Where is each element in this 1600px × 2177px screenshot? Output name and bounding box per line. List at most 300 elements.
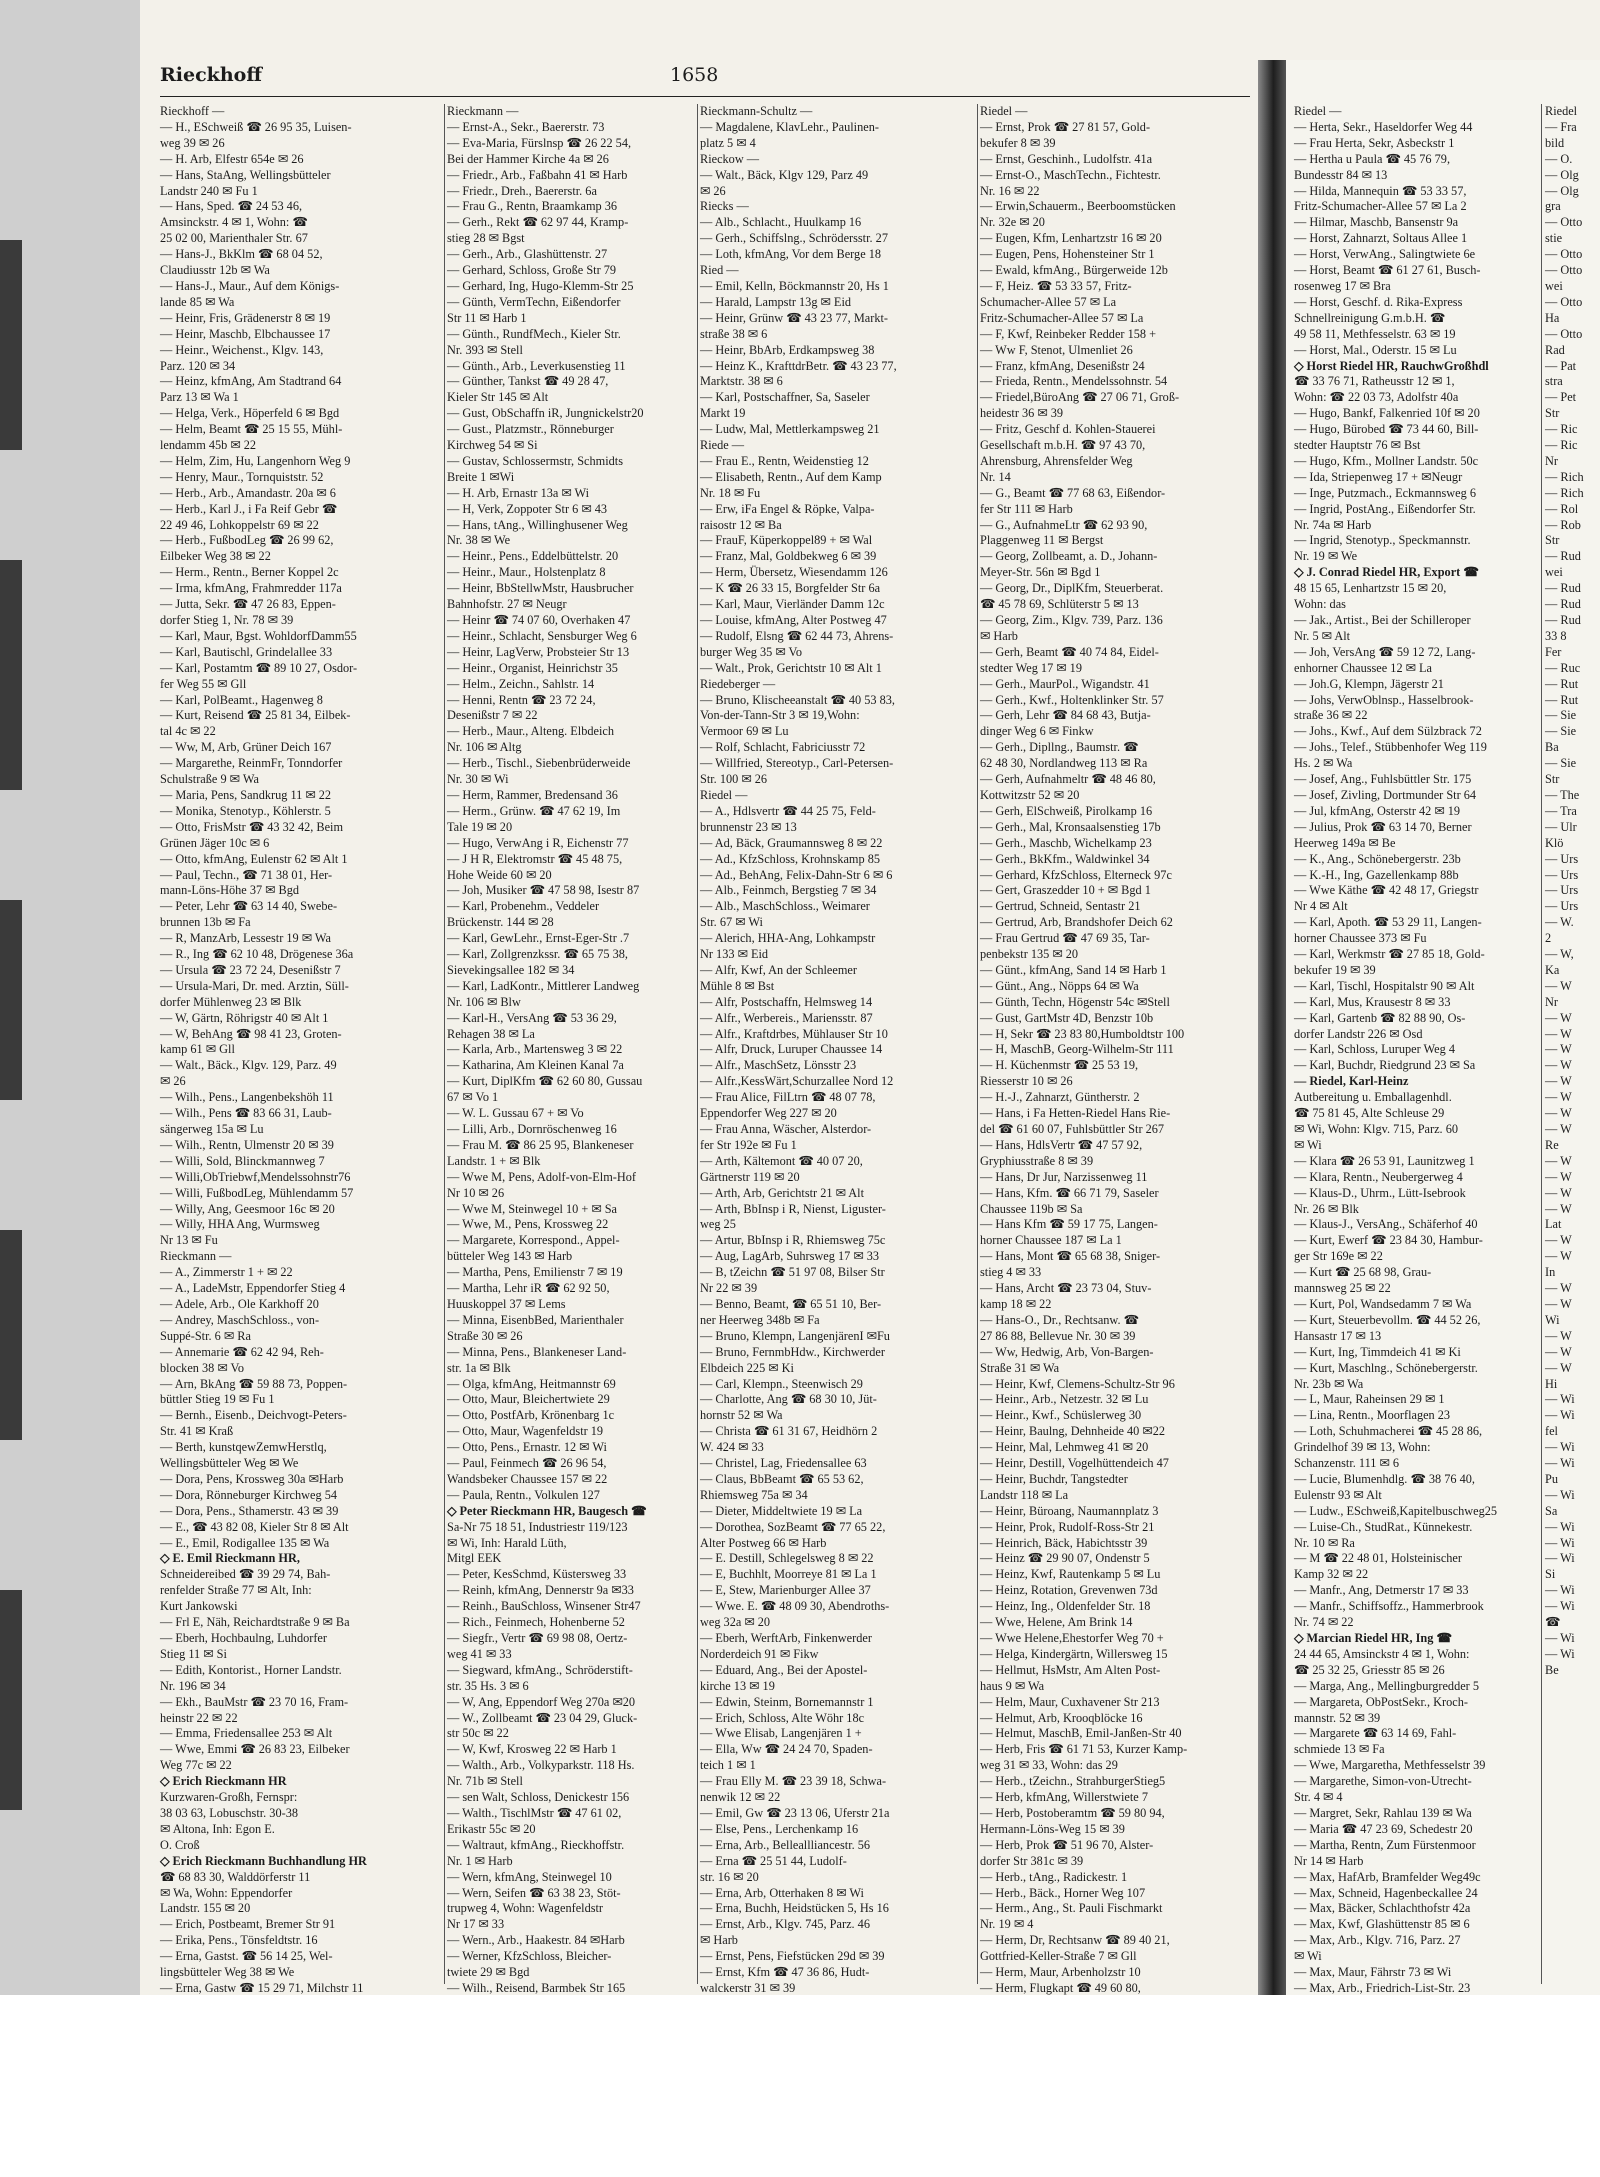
directory-entry-line: Riedel — bbox=[1294, 104, 1342, 118]
directory-entry-line: — Karl, Gartenb ☎ 82 88 90, Os- bbox=[1294, 1010, 1466, 1025]
directory-entry-line: Nr. 106 ✉ Blw bbox=[447, 994, 521, 1009]
directory-entry-line: Si bbox=[1545, 1567, 1556, 1582]
directory-entry-line: — Horst, Zahnarzt, Soltaus Allee 1 bbox=[1294, 231, 1468, 246]
directory-entry-line: — Herm, Übersetz, Wiesendamm 126 bbox=[700, 565, 888, 580]
directory-entry-line: — Wern, Seifen ☎ 63 38 23, Stöt- bbox=[447, 1885, 621, 1900]
directory-entry-line: dorfer Str 381c ✉ 39 bbox=[980, 1853, 1084, 1868]
directory-entry-line: ✉ Harb bbox=[980, 628, 1018, 643]
directory-entry-line: Re bbox=[1545, 1137, 1559, 1152]
directory-entry-line: — Heinrich, Bäck, Habichtsstr 39 bbox=[980, 1535, 1148, 1550]
directory-entry-line: — Karl, Probenehm., Veddeler bbox=[447, 899, 600, 914]
directory-entry-line: — Paul, Feinmech ☎ 26 96 54, bbox=[447, 1456, 607, 1471]
directory-entry-line: — Ww, Hedwig, Arb, Von-Bargen- bbox=[980, 1344, 1154, 1359]
directory-entry-line: — Erna, Arb, Otterhaken 8 ✉ Wi bbox=[700, 1885, 864, 1900]
directory-entry-line: — Loth, kfmAng, Vor dem Berge 18 bbox=[700, 247, 882, 262]
directory-entry-line: stie bbox=[1545, 231, 1563, 246]
directory-entry-line: — Gerh., Rekt ☎ 62 97 44, Kramp- bbox=[447, 215, 629, 230]
directory-entry-line: — Lilli, Arb., Dornröschenweg 16 bbox=[447, 1122, 617, 1136]
directory-entry-line: Rieckmann-Schultz — bbox=[700, 104, 813, 118]
directory-entry-line: — Wwe, Emmi ☎ 26 83 23, Eilbeker bbox=[160, 1742, 350, 1757]
directory-entry-line: — Hans, tAng., Willinghusener Weg bbox=[447, 517, 628, 532]
directory-entry-line: Bei der Hammer Kirche 4a ✉ 26 bbox=[447, 151, 609, 166]
directory-entry-line: — Peter, Lehr ☎ 63 14 40, Swebe- bbox=[160, 899, 338, 914]
directory-entry-line: ◇ J. Conrad Riedel HR, Export ☎ bbox=[1294, 565, 1479, 580]
directory-entry-line: Hs. 2 ✉ Wa bbox=[1294, 756, 1353, 771]
directory-entry-line: — Margret, Sekr, Rahlau 139 ✉ Wa bbox=[1294, 1805, 1472, 1820]
directory-entry-line: — W, Gärtn, Röhrigstr 40 ✉ Alt 1 bbox=[160, 1010, 329, 1025]
directory-entry-line: — Maria, Pens, Sandkrug 11 ✉ 22 bbox=[160, 787, 332, 802]
directory-entry-line: — W bbox=[1545, 1042, 1572, 1057]
directory-entry-line: — Rol bbox=[1545, 501, 1579, 516]
directory-entry-line: — Heinr, Fris, Grädenerstr 8 ✉ 19 bbox=[160, 310, 331, 325]
directory-entry-line: — Erna, Arb., Belleallliancestr. 56 bbox=[700, 1837, 871, 1852]
directory-entry-line: 22 49 46, Lohkoppelstr 69 ✉ 22 bbox=[160, 517, 319, 532]
directory-entry-line: — E, Buchhlt, Moorreye 81 ✉ La 1 bbox=[700, 1567, 877, 1582]
directory-entry-line: — W bbox=[1545, 1296, 1572, 1311]
directory-entry-line: — Ewald, kfmAng., Bürgerweide 12b bbox=[980, 263, 1168, 278]
directory-entry-line: — W, Ang, Eppendorf Weg 270a ✉20 bbox=[447, 1694, 636, 1709]
directory-entry-line: Parz. 120 ✉ 34 bbox=[160, 358, 236, 373]
directory-entry-line: Nr. 38 ✉ We bbox=[447, 533, 511, 548]
directory-entry-line: — Ric bbox=[1545, 422, 1578, 437]
directory-entry-line: 48 15 65, Lenhartzstr 15 ✉ 20, bbox=[1294, 581, 1447, 596]
directory-entry-line: — Helga, Kindergärtn, Willersweg 15 bbox=[980, 1646, 1168, 1661]
directory-entry-line: kamp 18 ✉ 22 bbox=[980, 1296, 1052, 1311]
directory-entry-line: — Ad, Bäck, Graumannsweg 8 ✉ 22 bbox=[700, 835, 883, 850]
directory-entry-line: Schnellreinigung G.m.b.H. ☎ bbox=[1294, 310, 1446, 325]
directory-entry-line: — Wwe M, Steinwegel 10 + ✉ Sa bbox=[447, 1201, 618, 1216]
directory-entry-line: — Margarethe, Simon-von-Utrecht- bbox=[1294, 1774, 1472, 1789]
directory-entry-line: — Ingrid, PostAng., Eißendorfer Str. bbox=[1294, 501, 1476, 516]
directory-entry-line: — Hugo, Bürobed ☎ 73 44 60, Bill- bbox=[1294, 422, 1479, 437]
directory-entry-line: — Irma, kfmAng, Frahmredder 117a bbox=[160, 581, 342, 596]
directory-entry-line: Str. 67 ✉ Wi bbox=[700, 915, 763, 930]
column-divider bbox=[444, 104, 445, 1984]
directory-entry-line: — W bbox=[1545, 1360, 1572, 1375]
directory-entry-line: — Frau Gertrud ☎ 47 69 35, Tar- bbox=[980, 931, 1150, 946]
directory-entry-line: — Ursula ☎ 23 72 24, Desenißstr 7 bbox=[160, 962, 341, 977]
directory-entry-line: raisostr 12 ✉ Ba bbox=[700, 517, 782, 532]
directory-entry-line: wei bbox=[1545, 565, 1563, 580]
directory-entry-line: — Margarete ☎ 63 14 69, Fahl- bbox=[1294, 1726, 1457, 1741]
directory-entry-line: — Hans, Dr Jur, Narzissenweg 11 bbox=[980, 1169, 1148, 1184]
directory-entry-line: ✉ Wi, Inh: Harald Lüth, bbox=[447, 1535, 567, 1550]
directory-entry-line: Wellingsbütteler Weg ✉ We bbox=[160, 1456, 299, 1471]
directory-entry-line: — Wwe Helene,Ehestorfer Weg 70 + bbox=[980, 1631, 1164, 1645]
directory-entry-line: Rieckmann — bbox=[447, 104, 519, 118]
directory-entry-line: — Herb, Fris ☎ 61 71 53, Kurzer Kamp- bbox=[980, 1742, 1188, 1757]
directory-entry-line: — Willfried, Stereotyp., Carl-Petersen- bbox=[700, 756, 894, 771]
directory-entry-line: Str bbox=[1545, 533, 1560, 548]
directory-entry-line: — Manfr., Schiffsoffz., Hammerbrook bbox=[1294, 1599, 1484, 1614]
directory-entry-line: — Ingrid, Stenotyp., Speckmannstr. bbox=[1294, 533, 1471, 548]
directory-entry-line: Elbdeich 225 ✉ Ki bbox=[700, 1360, 794, 1375]
directory-entry-line: — Hertha u Paula ☎ 45 76 79, bbox=[1294, 151, 1451, 166]
directory-entry-line: — Ww, M, Arb, Grüner Deich 167 bbox=[160, 740, 332, 755]
directory-entry-line: — Heinz K., KrafttdrBetr. ☎ 43 23 77, bbox=[700, 358, 897, 373]
directory-entry-line: — Alb., MaschSchloss., Weimarer bbox=[700, 899, 870, 914]
directory-entry-line: — Bruno, Klempn, LangenjärenI ✉Fu bbox=[700, 1328, 890, 1343]
directory-entry-line: — sen Walt, Schloss, Denickestr 156 bbox=[447, 1790, 630, 1805]
directory-entry-line: — Herm., Grünw. ☎ 47 62 19, Im bbox=[447, 803, 621, 818]
directory-entry-line: Tale 19 ✉ 20 bbox=[447, 819, 513, 834]
directory-entry-line: — Gustav, Schlossermstr, Schmidts bbox=[447, 453, 623, 468]
directory-entry-line: ☎ 75 81 45, Alte Schleuse 29 bbox=[1294, 1106, 1445, 1121]
directory-entry-line: Nr bbox=[1545, 994, 1558, 1009]
directory-entry-line: Hohe Weide 60 ✉ 20 bbox=[447, 867, 552, 882]
directory-entry-line: — Henry, Maur., Tornquiststr. 52 bbox=[160, 469, 324, 484]
directory-entry-line: brunnenstr 23 ✉ 13 bbox=[700, 819, 797, 834]
directory-entry-line: — Edwin, Steinm, Bornemannstr 1 bbox=[700, 1694, 874, 1709]
directory-entry-line: ◇ Horst Riedel HR, RauchwGroßhdl bbox=[1294, 358, 1489, 373]
directory-entry-line: — Karl-H., VersAng ☎ 53 36 29, bbox=[447, 1010, 617, 1025]
directory-entry-line: — Herta, Sekr., Haseldorfer Weg 44 bbox=[1294, 119, 1473, 134]
directory-entry-line: — Gerh., MaurPol., Wigandstr. 41 bbox=[980, 676, 1150, 691]
directory-entry-line: — Heinr, Maschb, Elbchaussee 17 bbox=[160, 326, 331, 341]
directory-entry-line: — Walt., Prok, Gerichtstr 10 ✉ Alt 1 bbox=[700, 660, 882, 675]
directory-entry-line: — Johs., Telef., Stübbenhofer Weg 119 bbox=[1294, 740, 1487, 755]
directory-entry-line: Alter Postweg 66 ✉ Harb bbox=[700, 1535, 827, 1550]
directory-entry-line: — Gertrud, Schneid, Sentastr 21 bbox=[980, 899, 1141, 914]
directory-entry-line: weg 31 ✉ 33, Wohn: das 29 bbox=[980, 1758, 1118, 1773]
directory-entry-line: tal 4c ✉ 22 bbox=[160, 724, 216, 739]
directory-entry-line: — Marga, Ang., Mellingburgredder 5 bbox=[1294, 1678, 1479, 1693]
directory-entry-line: — Rob bbox=[1545, 517, 1581, 532]
directory-entry-line: — Emil, Kelln, Böckmannstr 20, Hs 1 bbox=[700, 278, 889, 293]
directory-entry-line: — Willy, Ang, Geesmoor 16c ✉ 20 bbox=[160, 1201, 335, 1216]
directory-entry-line: — Else, Pens., Lerchenkamp 16 bbox=[700, 1821, 859, 1836]
directory-entry-line: Wi bbox=[1545, 1312, 1560, 1327]
directory-entry-line: — Werner, KfzSchloss, Bleicher- bbox=[447, 1949, 612, 1964]
directory-entry-line: — W bbox=[1545, 1026, 1572, 1041]
directory-entry-line: — Heinr., Organist, Heinrichstr 35 bbox=[447, 660, 618, 675]
directory-entry-line: — W bbox=[1545, 1249, 1572, 1264]
directory-entry-line: Nr. 74 ✉ 22 bbox=[1294, 1615, 1354, 1630]
directory-entry-line: — W bbox=[1545, 1106, 1572, 1121]
directory-entry-line: rosenweg 17 ✉ Bra bbox=[1294, 278, 1391, 293]
directory-entry-line: — Wwe, Helene, Am Brink 14 bbox=[980, 1615, 1133, 1630]
directory-entry-line: — E., ☎ 43 82 08, Kieler Str 8 ✉ Alt bbox=[160, 1519, 349, 1534]
directory-entry-line: — Herm, Rammer, Bredensand 36 bbox=[447, 787, 618, 802]
directory-entry-line: — Herm, Flugkapt ☎ 49 60 80, bbox=[980, 1980, 1141, 1995]
directory-entry-line: — Heinr, Destill, Vogelhüttendeich 47 bbox=[980, 1456, 1169, 1471]
directory-entry-line: — W bbox=[1545, 1281, 1572, 1296]
directory-entry-line: Landstr 118 ✉ La bbox=[980, 1487, 1069, 1502]
directory-entry-line: — Hellmut, HsMstr, Am Alten Post- bbox=[980, 1662, 1161, 1677]
directory-entry-line: — Walth., Arb., Volkyparkstr. 118 Hs. bbox=[447, 1758, 635, 1773]
directory-entry-line: — Eugen, Kfm, Lenhartzstr 16 ✉ 20 bbox=[980, 231, 1162, 246]
directory-entry-line: Grindelhof 39 ✉ 13, Wohn: bbox=[1294, 1440, 1431, 1455]
directory-entry-line: weg 32a ✉ 20 bbox=[700, 1615, 771, 1630]
directory-entry-line: — Heinz, Kwf, Rautenkamp 5 ✉ Lu bbox=[980, 1567, 1161, 1582]
directory-entry-line: — Karl, Bautischl, Grindelallee 33 bbox=[160, 644, 333, 659]
directory-entry-line: Str. 4 ✉ 4 bbox=[1294, 1790, 1343, 1805]
directory-entry-line: weg 39 ✉ 26 bbox=[160, 135, 225, 150]
directory-entry-line: — Friedr., Arb., Faßbahn 41 ✉ Harb bbox=[447, 167, 628, 182]
directory-entry-line: Eppendorfer Weg 227 ✉ 20 bbox=[700, 1106, 837, 1121]
directory-entry-line: — Herb., Arb., Amandastr. 20a ✉ 6 bbox=[160, 485, 336, 500]
directory-entry-line: — Klaus-D., Uhrm., Lütt-Isebrook bbox=[1294, 1185, 1466, 1200]
directory-entry-line: — Helm, Maur, Cuxhavener Str 213 bbox=[980, 1694, 1160, 1709]
directory-entry-line: — K., Ang., Schönebergerstr. 23b bbox=[1294, 851, 1461, 866]
directory-column-4 bbox=[980, 104, 1248, 1995]
directory-entry-line: — Hugo, Bankf, Falkenried 10f ✉ 20 bbox=[1294, 406, 1480, 421]
directory-entry-line: — Dora, Pens., Sthamerstr. 43 ✉ 39 bbox=[160, 1503, 339, 1518]
directory-entry-line: — Otto, kfmAng, Eulenstr 62 ✉ Alt 1 bbox=[160, 851, 348, 866]
directory-entry-line: — E. Destill, Schlegelsweg 8 ✉ 22 bbox=[700, 1551, 874, 1566]
column-divider bbox=[697, 104, 698, 1984]
directory-entry-line: — Paul, Techn., ☎ 71 38 01, Her- bbox=[160, 867, 333, 882]
directory-entry-line: — Charlotte, Ang ☎ 68 30 10, Jüt- bbox=[700, 1392, 877, 1407]
directory-entry-line: — Karl, Postschaffner, Sa, Saseler bbox=[700, 390, 870, 405]
directory-column-5 bbox=[1294, 104, 1538, 1995]
directory-entry-line: Erikastr 55c ✉ 20 bbox=[447, 1821, 536, 1836]
directory-entry-line: — F, Heiz. ☎ 53 33 57, Fritz- bbox=[980, 278, 1132, 293]
directory-entry-line: — Rudolf, Elsng ☎ 62 44 73, Ahrens- bbox=[700, 628, 894, 643]
directory-entry-line: — Ursula-Mari, Dr. med. Arztin, Süll- bbox=[160, 978, 349, 993]
directory-entry-line: ✉ 26 bbox=[700, 183, 726, 198]
directory-entry-line: — Heinr, Kwf, Clemens-Schultz-Str 96 bbox=[980, 1376, 1175, 1391]
directory-entry-line: — Heinr, Grünw ☎ 43 23 77, Markt- bbox=[700, 310, 888, 325]
directory-entry-line: Rad bbox=[1545, 342, 1565, 357]
directory-entry-line: sängerweg 15a ✉ Lu bbox=[160, 1122, 264, 1136]
directory-entry-line: — Christa ☎ 61 31 67, Heidhörn 2 bbox=[700, 1424, 878, 1439]
directory-entry-line: ☎ 25 32 25, Griesstr 85 ✉ 26 bbox=[1294, 1662, 1445, 1677]
directory-entry-line: 25 02 00, Marienthaler Str. 67 bbox=[160, 231, 308, 246]
directory-entry-line: — W. L. Gussau 67 + ✉ Vo bbox=[447, 1106, 584, 1121]
directory-entry-line: Nr. 30 ✉ Wi bbox=[447, 772, 509, 787]
directory-entry-line: str. 16 ✉ 20 bbox=[700, 1869, 759, 1884]
directory-entry-line: Nr. 19 ✉ 4 bbox=[980, 1917, 1034, 1932]
directory-entry-line: — Emma, Friedensallee 253 ✉ Alt bbox=[160, 1726, 333, 1741]
directory-entry-line: Kurzwaren-Großh, Fernspr: bbox=[160, 1790, 298, 1805]
left-edge-stripe bbox=[0, 1230, 22, 1440]
directory-entry-line: — Hugo, VerwAng i R, Eichenstr 77 bbox=[447, 835, 629, 850]
directory-entry-line: — Martha, Rentn, Zum Fürstenmoor bbox=[1294, 1837, 1476, 1852]
directory-entry-line: Nr 13 ✉ Fu bbox=[160, 1233, 218, 1248]
directory-entry-line: — Aug, LagArb, Suhrsweg 17 ✉ 33 bbox=[700, 1249, 880, 1264]
directory-entry-line: — Erika, Pens., Tönsfeldtstr. 16 bbox=[160, 1933, 318, 1948]
directory-entry-line: str. 1a ✉ Blk bbox=[447, 1360, 511, 1375]
directory-entry-line: — Carl, Klempn., Steenwisch 29 bbox=[700, 1376, 863, 1391]
directory-entry-line: — Edith, Kontorist., Horner Landstr. bbox=[160, 1662, 342, 1677]
directory-entry-line: — Erwin,Schauerm., Beerboomstücken bbox=[980, 199, 1176, 214]
directory-entry-line: — Olg bbox=[1545, 183, 1579, 198]
directory-entry-line: In bbox=[1545, 1265, 1556, 1280]
directory-entry-line: — Loth, Schuhmacherei ☎ 45 28 86, bbox=[1294, 1424, 1483, 1439]
directory-entry-line: — Max, Arb., Klgv. 716, Parz. 27 bbox=[1294, 1933, 1461, 1948]
directory-entry-line: mann-Löns-Höhe 37 ✉ Bgd bbox=[160, 883, 300, 898]
directory-entry-line: — W bbox=[1545, 1169, 1572, 1184]
directory-entry-line: — W bbox=[1545, 1233, 1572, 1248]
directory-entry-line: — W bbox=[1545, 1185, 1572, 1200]
directory-entry-line: — Rich bbox=[1545, 485, 1584, 500]
directory-entry-line: — Wilh., Rentn, Ulmenstr 20 ✉ 39 bbox=[160, 1137, 334, 1152]
directory-entry-line: dorfer Stieg 1, Nr. 78 ✉ 39 bbox=[160, 613, 294, 627]
directory-entry-line: Straße 31 ✉ Wa bbox=[980, 1360, 1060, 1375]
directory-entry-line: — Günth, Techn, Högenstr 54c ✉Stell bbox=[980, 994, 1170, 1009]
directory-entry-line: — Hans, i Fa Hetten-Riedel Hans Rie- bbox=[980, 1106, 1171, 1121]
directory-entry-line: — Inge, Putzmach., Eckmannsweg 6 bbox=[1294, 485, 1477, 500]
directory-entry-line: — Heinr, Prok, Rudolf-Ross-Str 21 bbox=[980, 1519, 1155, 1534]
directory-entry-line: — H, Verk, Zoppoter Str 6 ✉ 43 bbox=[447, 501, 608, 516]
directory-entry-line: — Rolf, Schlacht, Fabriciusstr 72 bbox=[700, 740, 866, 755]
directory-entry-line: — Elisabeth, Rentn., Auf dem Kamp bbox=[700, 469, 882, 484]
directory-entry-line: horner Chaussee 373 ✉ Fu bbox=[1294, 931, 1427, 946]
directory-entry-line: stedter Hauptstr 76 ✉ Bst bbox=[1294, 438, 1421, 453]
directory-entry-line: — Christel, Lag, Friedensallee 63 bbox=[700, 1456, 867, 1471]
directory-entry-line: — M ☎ 22 48 01, Holsteinischer bbox=[1294, 1551, 1462, 1566]
directory-entry-line: Ahrensburg, Ahrensfelder Weg bbox=[980, 453, 1133, 468]
directory-entry-line: Riesserstr 10 ✉ 26 bbox=[980, 1074, 1073, 1089]
directory-entry-line: Grünen Jäger 10c ✉ 6 bbox=[160, 835, 270, 850]
directory-entry-line: — E., Emil, Rodigallee 135 ✉ Wa bbox=[160, 1535, 330, 1550]
directory-entry-line: Lat bbox=[1545, 1217, 1562, 1232]
directory-entry-line: — Frau M. ☎ 86 25 95, Blankeneser bbox=[447, 1137, 634, 1152]
directory-entry-line: — Heinz, kfmAng, Am Stadtrand 64 bbox=[160, 374, 342, 389]
directory-entry-line: — Erna, Gastw ☎ 15 29 71, Milchstr 11 bbox=[160, 1980, 364, 1995]
directory-entry-line: — Hans, HdlsVertr ☎ 47 57 92, bbox=[980, 1137, 1143, 1152]
directory-entry-line: Markt 19 bbox=[700, 406, 746, 421]
directory-entry-line: — W, BehAng ☎ 98 41 23, Groten- bbox=[160, 1026, 342, 1041]
directory-entry-line: Wohn: das bbox=[1294, 597, 1346, 612]
directory-entry-line: — Wi bbox=[1545, 1392, 1575, 1407]
directory-entry-line: — H. Küchenmstr ☎ 25 53 19, bbox=[980, 1058, 1139, 1073]
directory-entry-line: — W bbox=[1545, 1201, 1572, 1216]
directory-entry-line: — Günt., kfmAng, Sand 14 ✉ Harb 1 bbox=[980, 962, 1167, 977]
directory-entry-line: Desenißstr 7 ✉ 22 bbox=[447, 708, 538, 723]
directory-entry-line: — Rud bbox=[1545, 549, 1581, 564]
directory-entry-line: — Gerh., Maschb, Wichelkamp 23 bbox=[980, 835, 1152, 850]
directory-entry-line: — Friedr., Dreh., Baererstr. 6a bbox=[447, 183, 597, 198]
column-divider bbox=[977, 104, 978, 1984]
directory-entry-line: — Karl, GewLehr., Ernst-Eger-Str .7 bbox=[447, 931, 630, 946]
directory-entry-line: Kamp 32 ✉ 22 bbox=[1294, 1567, 1369, 1582]
directory-entry-line: haus 9 ✉ Wa bbox=[980, 1678, 1045, 1693]
directory-entry-line: — Frau Herta, Sekr, Asbeckstr 1 bbox=[1294, 135, 1455, 150]
directory-entry-line: — Bruno, Klischeeanstalt ☎ 40 53 83, bbox=[700, 692, 895, 707]
directory-entry-line: — Jak., Artist., Bei der Schilleroper bbox=[1294, 613, 1471, 627]
directory-entry-line: — Lucie, Blumenhdlg. ☎ 38 76 40, bbox=[1294, 1471, 1475, 1486]
directory-entry-line: — Kurt, Reisend ☎ 25 81 34, Eilbek- bbox=[160, 708, 351, 723]
directory-entry-line: bild bbox=[1545, 135, 1565, 150]
directory-entry-line: — J H R, Elektromstr ☎ 45 48 75, bbox=[447, 851, 623, 866]
directory-entry-line: Fritz-Schumacher-Allee 57 ✉ La bbox=[980, 310, 1144, 325]
directory-entry-line: — Gust, GartMstr 4D, Benzstr 10b bbox=[980, 1010, 1154, 1025]
directory-entry-line: Wohn: ☎ 22 03 73, Adolfstr 40a bbox=[1294, 390, 1459, 405]
directory-entry-line: — Wwe Elisab, Langenjären 1 + bbox=[700, 1726, 862, 1741]
directory-entry-line: — Max, Bäcker, Schlachthofstr 42a bbox=[1294, 1901, 1471, 1916]
directory-entry-line: — Heinz, Rotation, Grevenwen 73d bbox=[980, 1583, 1158, 1598]
book-gutter bbox=[1258, 60, 1286, 1995]
directory-entry-line: bekufer 19 ✉ 39 bbox=[1294, 962, 1376, 977]
directory-entry-line: — Herb., tZeichn., StrahburgerStieg5 bbox=[980, 1774, 1166, 1789]
directory-entry-line: — Georg, Zollbeamt, a. D., Johann- bbox=[980, 549, 1158, 564]
directory-entry-line: — Sie bbox=[1545, 724, 1577, 739]
directory-entry-line: Nr 10 ✉ 26 bbox=[447, 1185, 505, 1200]
directory-entry-line: Sievekingsallee 182 ✉ 34 bbox=[447, 962, 575, 977]
left-edge-stripe bbox=[0, 900, 22, 1100]
directory-column-6 bbox=[1545, 104, 1600, 1984]
directory-entry-line: Pu bbox=[1545, 1471, 1558, 1486]
directory-entry-line: — Ernst, Geschinh., Ludolfstr. 41a bbox=[980, 151, 1153, 166]
directory-entry-line: — Rud bbox=[1545, 613, 1581, 627]
directory-entry-line: — Gerh., Kwf., Holtenklinker Str. 57 bbox=[980, 692, 1164, 707]
directory-entry-line: — Joh, Musiker ☎ 47 58 98, Isestr 87 bbox=[447, 883, 640, 898]
directory-entry-line: — Karl, Maur, Vierländer Damm 12c bbox=[700, 597, 885, 612]
directory-entry-line: — Otto, Maur, Wagenfeldstr 19 bbox=[447, 1424, 604, 1439]
directory-entry-line: — Herm, Maur, Arbenholzstr 10 bbox=[980, 1965, 1141, 1980]
directory-entry-line: — W bbox=[1545, 1010, 1572, 1025]
directory-entry-line: — R., Ing ☎ 62 10 48, Drögenese 36a bbox=[160, 947, 354, 962]
directory-entry-line: Nr. 196 ✉ 34 bbox=[160, 1678, 226, 1693]
directory-entry-line: — Ad., BehAng, Felix-Dahn-Str 6 ✉ 6 bbox=[700, 867, 893, 882]
directory-entry-line: Norderdeich 91 ✉ Fikw bbox=[700, 1646, 819, 1661]
directory-entry-line: — Helm, Beamt ☎ 25 15 55, Mühl- bbox=[160, 422, 343, 437]
directory-entry-line: — Bernh., Eisenb., Deichvogt-Peters- bbox=[160, 1408, 347, 1423]
directory-entry-line: Gottfried-Keller-Straße 7 ✉ Gll bbox=[980, 1949, 1137, 1964]
directory-entry-line: — Wi bbox=[1545, 1440, 1575, 1455]
directory-entry-line: Nr. 16 ✉ 22 bbox=[980, 183, 1040, 198]
directory-entry-line: ◇ Marcian Riedel HR, Ing ☎ bbox=[1294, 1631, 1452, 1645]
directory-entry-line: — Karl, Werkmstr ☎ 27 85 18, Gold- bbox=[1294, 947, 1485, 962]
directory-entry-line: kamp 61 ✉ Gll bbox=[160, 1042, 235, 1057]
directory-entry-line: — Helm., Zeichn., Sahlstr. 14 bbox=[447, 676, 595, 691]
directory-entry-line: — Dorothea, SozBeamt ☎ 77 65 22, bbox=[700, 1519, 886, 1534]
directory-entry-line: Gärtnerstr 119 ✉ 20 bbox=[700, 1169, 800, 1184]
directory-entry-line: — Otto bbox=[1545, 215, 1583, 230]
directory-entry-line: — Max, Kwf, Glashüttenstr 85 ✉ 6 bbox=[1294, 1917, 1470, 1932]
directory-entry-line: — Walt., Bäck, Klgv 129, Parz 49 bbox=[700, 167, 869, 182]
directory-entry-line: Chaussee 119b ✉ Sa bbox=[980, 1201, 1083, 1216]
directory-entry-line: — Erna, Gastst. ☎ 56 14 25, Wel- bbox=[160, 1949, 333, 1964]
directory-entry-line: — Alfr., MaschSetz, Lönsstr 23 bbox=[700, 1058, 857, 1073]
directory-entry-line: — Wilh., Pens., Langenbekshöh 11 bbox=[160, 1090, 334, 1105]
directory-entry-line: mannsweg 25 ✉ 22 bbox=[1294, 1281, 1391, 1296]
directory-entry-line: ✉ Wa, Wohn: Eppendorfer bbox=[160, 1885, 293, 1900]
directory-entry-line: — Heinr., Maur., Holstenplatz 8 bbox=[447, 565, 606, 580]
directory-entry-line: — Heinr, Mal, Lehmweg 41 ✉ 20 bbox=[980, 1440, 1149, 1455]
directory-entry-line: — Hans, Sped. ☎ 24 53 46, bbox=[160, 199, 303, 214]
directory-entry-line: Be bbox=[1545, 1662, 1559, 1677]
directory-entry-line: ☎ 68 83 30, Walddörferstr 11 bbox=[160, 1869, 311, 1884]
directory-entry-line: stedter Weg 17 ✉ 19 bbox=[980, 660, 1082, 675]
directory-entry-line: — Karl, Maur, Bgst. WohldorfDamm55 bbox=[160, 628, 357, 643]
directory-entry-line: Weg 77c ✉ 22 bbox=[160, 1758, 232, 1773]
directory-entry-line: — Dora, Pens, Krossweg 30a ✉Harb bbox=[160, 1471, 344, 1486]
directory-entry-line: Nr 14 ✉ Harb bbox=[1294, 1853, 1364, 1868]
directory-entry-line: Brückenstr. 144 ✉ 28 bbox=[447, 915, 554, 930]
directory-entry-line: gra bbox=[1545, 199, 1561, 214]
directory-entry-line: — Johs., Kwf., Auf dem Sülzbrack 72 bbox=[1294, 724, 1482, 739]
directory-entry-line: — Max, Schneid, Hagenbeckallee 24 bbox=[1294, 1885, 1478, 1900]
directory-entry-line: — Willi,ObTriebwf,Mendelssohnstr76 bbox=[160, 1169, 351, 1184]
directory-entry-line: — Fritz, Geschf d. Kohlen-Stauerei bbox=[980, 422, 1156, 437]
directory-entry-line: — Eberh, Hochbaulng, Luhdorfer bbox=[160, 1631, 327, 1645]
directory-entry-line: stra bbox=[1545, 374, 1563, 389]
directory-entry-line: — Eugen, Pens, Hohensteiner Str 1 bbox=[980, 247, 1155, 262]
directory-entry-line: — Gerh., BkKfm., Waldwinkel 34 bbox=[980, 851, 1150, 866]
directory-entry-line: — Gerhard, Ing, Hugo-Klemm-Str 25 bbox=[447, 278, 634, 293]
directory-entry-line: — Klara, Rentn., Neubergerweg 4 bbox=[1294, 1169, 1463, 1184]
directory-entry-line: — Pet bbox=[1545, 390, 1577, 405]
directory-entry-line: blocken 38 ✉ Vo bbox=[160, 1360, 244, 1375]
directory-entry-line: — Martha, Lehr iR ☎ 62 92 50, bbox=[447, 1281, 610, 1296]
directory-entry-line: — Manfr., Ang, Detmerstr 17 ✉ 33 bbox=[1294, 1583, 1469, 1598]
page-number: 1658 bbox=[670, 64, 719, 86]
directory-entry-line: — W bbox=[1545, 978, 1572, 993]
directory-entry-line: Schumacher-Allee 57 ✉ La bbox=[980, 294, 1117, 309]
